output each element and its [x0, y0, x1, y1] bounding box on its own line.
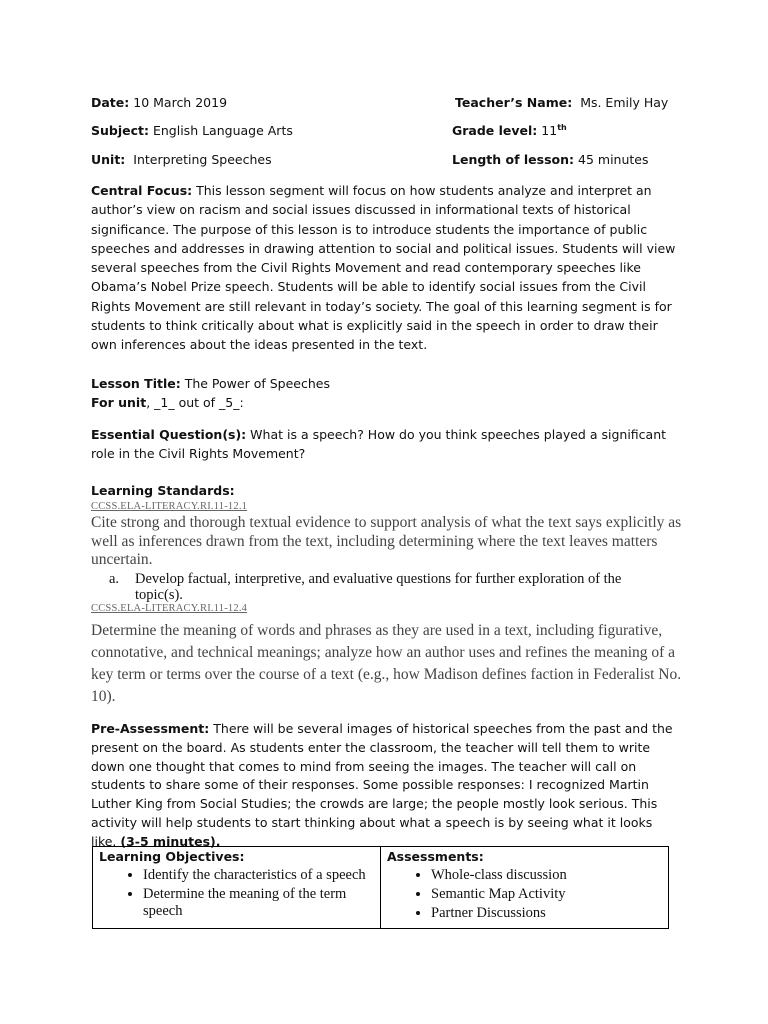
- unit-label: Unit:: [91, 152, 126, 167]
- unit-progress-value: , _1_ out of _5_:: [146, 395, 244, 410]
- unit-progress-label: For unit: [91, 395, 147, 410]
- essential-questions: [91, 425, 681, 464]
- objectives-header: Learning Objectives:: [99, 849, 245, 864]
- teacher-field: [455, 95, 668, 110]
- list-item: • Semantic Map Activity: [431, 886, 662, 903]
- subject-field: [91, 123, 293, 138]
- essential-text: What is a speech? How do you think speeches played a significant role in the Civil Rights Movement?: [91, 427, 667, 462]
- subject-value: English Language Arts: [152, 123, 293, 138]
- standard-sub-item: [109, 571, 669, 603]
- learning-standards-heading: Learning Standards:: [91, 483, 235, 498]
- objectives-table: [92, 846, 669, 929]
- list-item: • Determine the meaning of the term speech: [143, 886, 374, 920]
- standard-text-1: Cite strong and thorough textual evidence to support analysis of what the text says explicitly as well as inferences drawn from the text, including determining where the text leaves matters uncertain.: [91, 514, 682, 568]
- grade-field: [452, 123, 567, 138]
- list-item: • Identify the characteristics of a speech: [143, 867, 374, 884]
- assessments-header: Assessments:: [387, 849, 484, 864]
- length-label: Length of lesson:: [452, 152, 575, 167]
- table-row: [93, 847, 669, 929]
- teacher-label: Teacher’s Name:: [455, 95, 573, 110]
- date-field: [91, 95, 227, 110]
- standard-text-2: Determine the meaning of words and phrases as they are used in a text, including figurative, connotative, and technical meanings; analyze how an author uses and refines the meaning of a key term or terms over the course of a text (e.g., how Madison defines faction in Federalist No. 10).: [91, 622, 682, 705]
- unit-field: [91, 152, 272, 167]
- length-field: [452, 152, 649, 167]
- pre-assessment: [91, 720, 681, 852]
- list-item: • Whole-class discussion: [431, 867, 662, 884]
- lesson-title-value: The Power of Speeches: [184, 376, 330, 391]
- grade-value: 11: [541, 123, 558, 139]
- grade-suffix: th: [557, 123, 567, 132]
- essential-label: Essential Question(s):: [91, 427, 247, 442]
- list-item: • Partner Discussions: [431, 905, 662, 922]
- teacher-value: Ms. Emily Hay: [580, 95, 669, 110]
- objectives-cell: [93, 847, 381, 929]
- lesson-title-label: Lesson Title:: [91, 376, 181, 391]
- sub-item-line-1: Develop factual, interpretive, and evaluative questions for further exploration of the: [135, 571, 622, 587]
- lesson-title: [91, 376, 330, 391]
- assessments-list: [387, 867, 662, 922]
- central-focus: [91, 181, 681, 355]
- standard-code-2[interactable]: CCSS.ELA-LITERACY.RI.11-12.4: [91, 603, 248, 614]
- assessments-cell: [381, 847, 669, 929]
- length-value: 45 minutes: [578, 152, 649, 167]
- grade-label: Grade level:: [452, 123, 538, 139]
- objectives-list: [99, 867, 374, 920]
- central-focus-text: This lesson segment will focus on how students analyze and interpret an author’s view on racism and social issues discussed in informational texts of historical significance. The purpose of this lesson is to introduce students the importance of public speeches and addresses in drawing attention to social and political issues. Students will view several speeches from the Civil Rights Movement and read contemporary speeches like Obama’s Nobel Prize speech. Students will be able to identify social issues from the Civil Rights Movement are still relevant in today’s society. The goal of this learning segment is for students to think critically about what is explicitly said in the speech in order to draw their own inferences about the ideas presented in the text.: [91, 183, 676, 353]
- unit-value: Interpreting Speeches: [133, 152, 272, 167]
- central-focus-label: Central Focus:: [91, 183, 193, 198]
- standard-code-1[interactable]: CCSS.ELA-LITERACY.RI.11-12.1: [91, 501, 248, 512]
- unit-progress: [91, 395, 244, 410]
- sub-item-marker: a.: [109, 571, 120, 587]
- pre-assessment-text: There will be several images of historical speeches from the past and the present on the board. As students enter the classroom, the teacher will tell them to write down one thought that comes to mind from seeing the images. The teacher will call on students to share some of their responses. Some possible responses: I recognized Martin Luther King from Social Studies; the crowds are large; the people mostly look serious. This activity will help students to start thinking about what a speech is by seeing what it looks like.: [91, 721, 673, 849]
- date-label: Date:: [91, 95, 130, 110]
- sub-item-line-2: topic(s).: [135, 587, 183, 603]
- date-value: 10 March 2019: [133, 95, 228, 110]
- pre-assessment-label: Pre-Assessment:: [91, 721, 210, 736]
- pre-assessment-time: (3-5 minutes).: [120, 833, 221, 849]
- subject-label: Subject:: [91, 123, 149, 138]
